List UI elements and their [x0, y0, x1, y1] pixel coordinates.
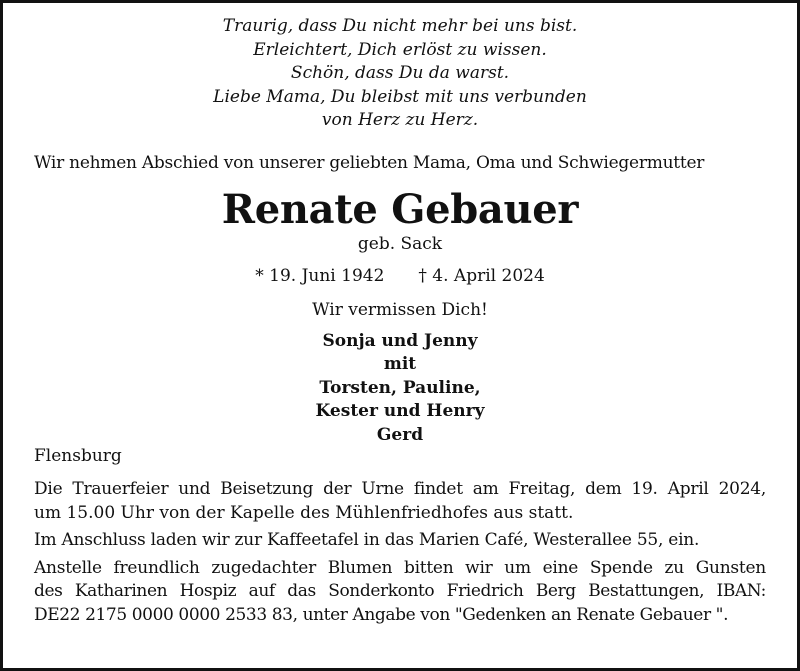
intro-text: Wir nehmen Abschied von unserer geliebten Mama, Oma und Schwiegermutter — [34, 152, 705, 173]
birth-date: * 19. Juni 1942 — [255, 265, 385, 286]
family-signature — [34, 330, 766, 448]
family-line: Sonja und Jenny — [322, 330, 478, 351]
funeral-info-paragraph — [34, 478, 766, 525]
poem-line: Traurig, dass Du nicht mehr bei uns bist. — [222, 16, 578, 36]
family-line: Kester und Henry — [315, 401, 485, 421]
poem — [34, 15, 766, 133]
place-name: Flensburg — [34, 446, 122, 466]
maiden-name: geb. Sack — [357, 233, 443, 254]
paragraph-line: des Katharinen Hospiz auf das Sonderkonto Friedrich Berg Bestattungen, IBAN: — [34, 581, 766, 601]
poem-line: Schön, dass Du da warst. — [290, 63, 510, 83]
family-line: Torsten, Pauline, — [319, 377, 481, 398]
miss-you-text: Wir vermissen Dich! — [312, 299, 488, 320]
death-date: † 4. April 2024 — [418, 265, 545, 286]
poem-line: Erleichtert, Dich erlöst zu wissen. — [253, 39, 547, 60]
reception-info-paragraph — [34, 529, 766, 553]
paragraph-line: Im Anschluss laden wir zur Kaffeetafel in das Marien Café, Westerallee 55, ein. — [34, 530, 700, 550]
paragraph-line: Anstelle freundlich zugedachter Blumen bitten wir um eine Spende zu Gunsten — [34, 557, 766, 578]
life-dates — [34, 265, 766, 287]
paragraph-line: Die Trauerfeier und Beisetzung der Urne findet am Freitag, dem 19. April 2024, — [34, 479, 766, 499]
paragraph-line: um 15.00 Uhr von der Kapelle des Mühlenfriedhofes aus statt. — [34, 502, 574, 523]
paragraph-line: DE22 2175 0000 0000 2533 83, unter Angabe von "Gedenken an Renate Gebauer ". — [34, 604, 729, 625]
donation-info-paragraph — [34, 557, 766, 628]
deceased-name: Renate Gebauer — [221, 185, 579, 233]
poem-line: Liebe Mama, Du bleibst mit uns verbunden — [213, 86, 587, 107]
family-line: Gerd — [376, 424, 424, 445]
poem-line: von Herz zu Herz. — [321, 110, 479, 130]
family-line: mit — [383, 354, 417, 374]
